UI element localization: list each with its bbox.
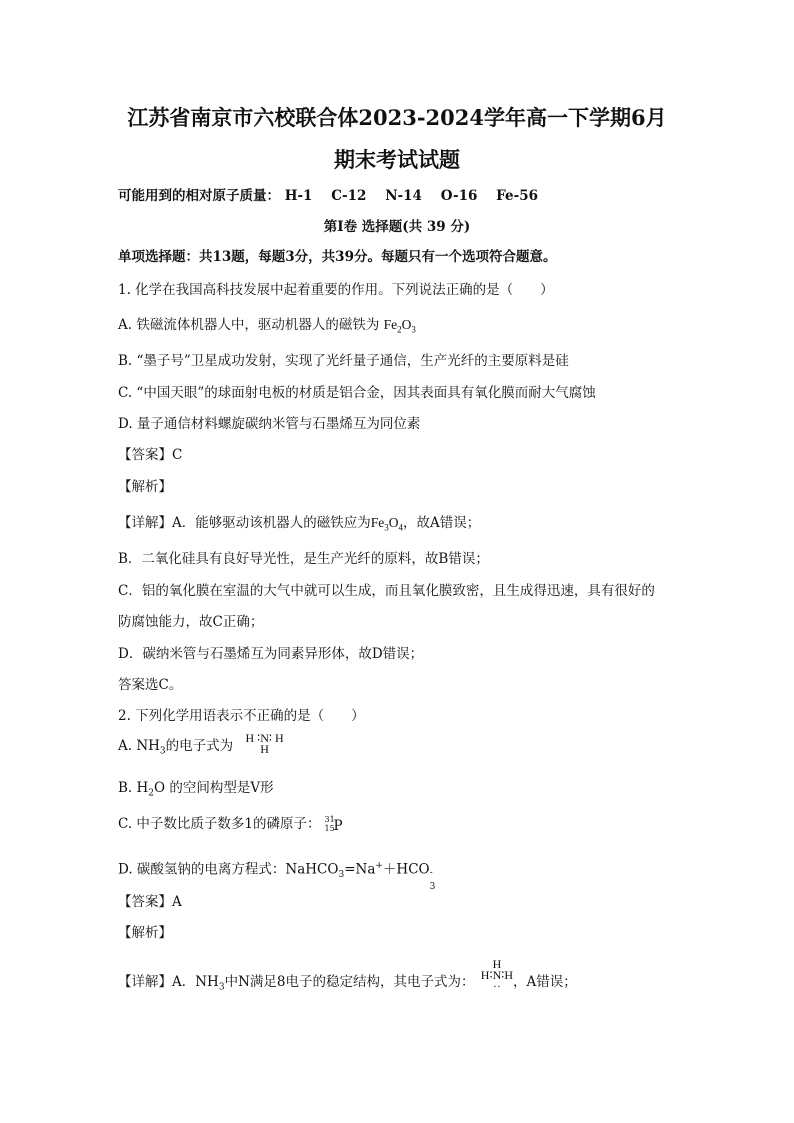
q2-option-d-text: D. 碳酸氢钠的电离方程式：NaHCO bbox=[118, 861, 339, 878]
q1-stem: 1. 化学在我国高科技发展中起着重要的作用。下列说法正确的是（ ） bbox=[118, 282, 554, 298]
q2-detail-a: 【详解】A．$NH_3$中N满足8电子的稳定结构，其电子式为： H H∶N∶H ·· ，A错误； bbox=[118, 957, 577, 993]
q1-detail-a-text: 【详解】A．能够驱动该机器人的磁铁应为 bbox=[118, 515, 371, 531]
q1-detail-a-end: ，故A错误； bbox=[403, 515, 481, 531]
atomic-masses-line bbox=[118, 187, 538, 205]
phosphorus-nuclide-symbol: 31 15 P bbox=[324, 814, 343, 834]
q1-option-a bbox=[118, 316, 416, 339]
q1-option-b: B. “墨子号”卫星成功发射，实现了光纤量子通信，生产光纤的主要原料是硅 bbox=[118, 353, 569, 369]
q1-detail-a-formula: $Fe_3O_4$ bbox=[370, 515, 403, 533]
atomic-masses-label: 可能用到的相对原子质量： bbox=[118, 188, 280, 204]
atomic-masses-values: H-1 C-12 N-14 O-16 Fe-56 bbox=[284, 188, 538, 204]
q2-option-b-post: O 的空间构型是V形 bbox=[154, 780, 274, 796]
q1-detail-b: B．二氧化硅具有良好导光性，是生产光纤的原料，故B错误； bbox=[118, 551, 489, 567]
q1-detail-a bbox=[118, 514, 480, 537]
q2-answer: 【答案】A bbox=[118, 894, 182, 910]
q1-analysis-label: 【解析】 bbox=[118, 479, 172, 495]
instructions: 单项选择题：共13题，每题3分，共39分。每题只有一个选项符合题意。 bbox=[118, 249, 557, 265]
q1-detail-c-line2: 防腐蚀能力，故C正确； bbox=[118, 614, 264, 630]
q2-option-a-text: A. NH bbox=[118, 738, 160, 754]
q2-analysis-label: 【解析】 bbox=[118, 925, 172, 941]
q2-option-d: D. 碳酸氢钠的电离方程式：NaHCO$_3$=Na+＋HCO - 3 bbox=[118, 861, 436, 892]
document-title-line2: 期末考试试题 bbox=[334, 147, 460, 172]
q2-option-a: A. $NH_3$的电子式为 H ∶N∶ H H bbox=[118, 730, 284, 757]
q1-detail-d: D．碳纳米管与石墨烯互为同素异形体，故D错误； bbox=[118, 646, 424, 662]
nh3-lewis-structure-b: H H∶N∶H ·· bbox=[480, 957, 514, 993]
q1-option-d: D. 量子通信材料螺旋碳纳米管与石墨烯互为同位素 bbox=[118, 416, 421, 432]
q1-option-a-text: A. 铁磁流体机器人中，驱动机器人的磁铁为 bbox=[118, 317, 380, 333]
q2-option-b-text: B. H bbox=[118, 780, 149, 796]
q2-option-b: B. $H_2O$ 的空间构型是V形 bbox=[118, 780, 274, 799]
q2-stem: 2. 下列化学用语表示不正确的是（ ） bbox=[118, 708, 365, 724]
document-title-line1: 江苏省南京市六校联合体2023-2024学年高一下学期6月 bbox=[127, 105, 667, 130]
section-heading: 第Ⅰ卷 选择题(共 39 分) bbox=[323, 219, 471, 235]
q1-detail-c-line1: C．铝的氧化膜在室温的大气中就可以生成，而且氧化膜致密，且生成得迅速，具有很好的 bbox=[118, 583, 655, 599]
q2-detail-a-post: 中N满足8电子的稳定结构，其电子式为： bbox=[224, 974, 475, 990]
q1-option-a-formula: $Fe_2O_3$ bbox=[383, 317, 416, 335]
q2-option-a-post: 的电子式为 bbox=[165, 738, 234, 754]
q2-option-c-text: C. 中子数比质子数多1的磷原子： bbox=[118, 816, 321, 832]
q1-answer: 【答案】C bbox=[118, 447, 183, 463]
q1-conclusion: 答案选C。 bbox=[118, 677, 183, 693]
q2-detail-a-text: 【详解】A．NH bbox=[118, 974, 219, 990]
q1-option-c: C. “中国天眼”的球面射电板的材质是铝合金，因其表面具有氧化膜而耐大气腐蚀 bbox=[118, 385, 596, 401]
q2-detail-a-end: ，A错误； bbox=[513, 974, 577, 990]
nh3-lewis-structure-a: H ∶N∶ H H bbox=[245, 730, 284, 756]
q2-option-c bbox=[118, 815, 347, 834]
